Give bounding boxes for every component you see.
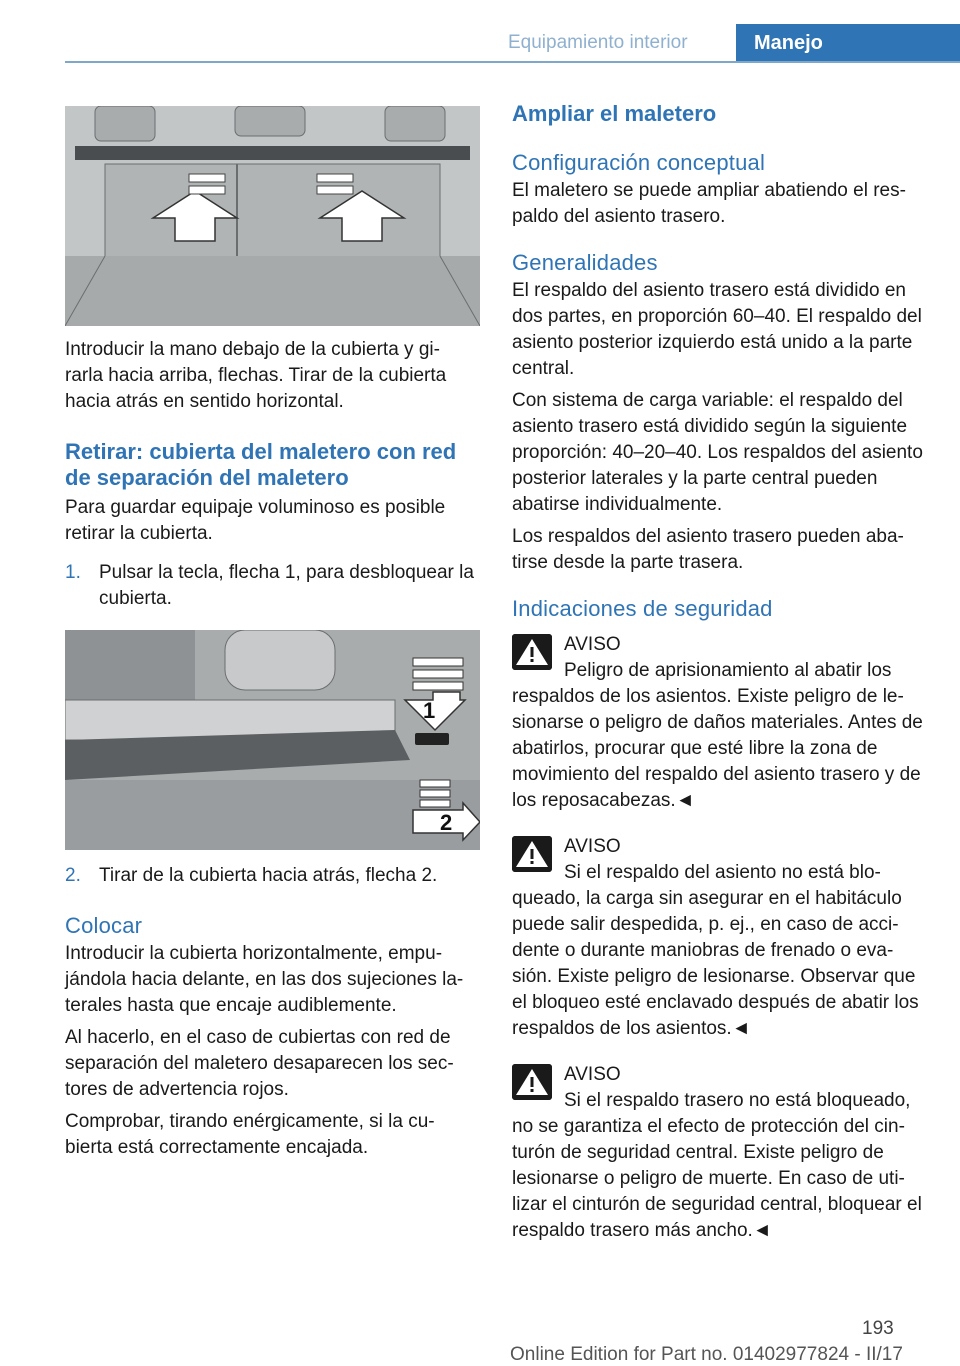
- cargo-cover-raise-illustration: [65, 106, 480, 326]
- step-1: [65, 560, 481, 612]
- place-paragraph-2: Al hacerlo, en el caso de cubiertas con red de separación del maletero desaparecen los sec‐ tores de advertencia rojos.: [65, 1027, 454, 1100]
- cargo-cover-release-illustration: [65, 630, 480, 850]
- warning-1-first-line: Peligro de aprisionamiento al abatir los: [564, 660, 892, 681]
- heading-expand-trunk: Ampliar el maletero: [512, 101, 717, 126]
- warning-block-3: [512, 1062, 926, 1244]
- place-paragraph-1: Introducir la cubierta horizontalmente, empu‐ jándola hacia delante, en las dos sujeciones la‐ terales hasta que encaje audiblemente.: [65, 943, 464, 1016]
- general-paragraph-1: El respaldo del asiento trasero está dividido en dos partes, en proporción 60–40. El respaldo del asiento posterior izquierdo está unido a la parte central.: [512, 280, 922, 379]
- page-number: 193: [862, 1318, 894, 1339]
- step-2-text: Tirar de la cubierta hacia atrás, flecha 2.: [99, 865, 438, 886]
- heading-safety: Indicaciones de seguridad: [512, 596, 773, 621]
- left-column: [65, 106, 481, 1161]
- right-column: [512, 100, 926, 1244]
- place-paragraph-3: Comprobar, tirando enérgicamente, si la cu‐ bierta está correctamente encajada.: [65, 1111, 435, 1158]
- header-chapter-tab: Manejo: [736, 24, 960, 63]
- warning-2-title: AVISO: [564, 836, 621, 857]
- step-2: [65, 863, 481, 889]
- figure1-caption: Introducir la mano debajo de la cubierta y gi‐ rarla hacia arriba, flechas. Tirar de la cubierta hacia atrás en sentido horizontal.: [65, 339, 447, 412]
- header-section-title: Equipamiento interior: [508, 32, 688, 53]
- step-1-number: 1.: [65, 562, 81, 583]
- heading-remove-cover: Retirar: cubierta del maletero con red de separación del maletero: [65, 439, 457, 490]
- warning-triangle-icon: [512, 1064, 552, 1100]
- warning-3-title: AVISO: [564, 1064, 621, 1085]
- warning-1-text: respaldos de los asientos. Existe peligro de le‐ sionarse o peligro de daños materiales. Antes de abatirlos, procurar que esté libre la zona de movimiento del respaldo del asiento trasero y de los reposacabezas.◄: [512, 686, 923, 811]
- general-paragraph-2: Con sistema de carga variable: el respaldo del asiento trasero está dividido según la siguiente proporción: 40–20–40. Los respaldos del asiento posterior laterales y la parte central pueden abatirse individualmente.: [512, 390, 923, 515]
- figure2-label-1: 1: [423, 698, 436, 723]
- concept-paragraph: El maletero se puede ampliar abatiendo el res‐ paldo del asiento trasero.: [512, 180, 906, 227]
- figure-cargo-cover-release: [65, 630, 480, 850]
- header-rule: [65, 61, 960, 63]
- page-header: [0, 24, 960, 62]
- warning-2-text: queado, la carga sin asegurar en el habitáculo puede salir despedida, p. ej., en caso de acci‐ dente o durante maniobras de frenado o eva‐ sión. Existe peligro de lesionarse. Observar que el bloqueo esté enclavado después de abatir los respaldos de los asientos.◄: [512, 888, 919, 1039]
- warning-block-2: [512, 834, 926, 1042]
- warning-triangle-icon: [512, 836, 552, 872]
- heading-concept: Configuración conceptual: [512, 150, 766, 175]
- warning-2-first-line: Si el respaldo del asiento no está blo‐: [564, 862, 881, 883]
- step-1-text: Pulsar la tecla, flecha 1, para desbloquear la cubierta.: [99, 562, 474, 609]
- warning-block-1: [512, 632, 926, 814]
- step-2-number: 2.: [65, 865, 81, 886]
- warning-1-title: AVISO: [564, 634, 621, 655]
- general-paragraph-3: Los respaldos del asiento trasero pueden aba‐ tirse desde la parte trasera.: [512, 526, 904, 573]
- heading-place-cover: Colocar: [65, 913, 143, 938]
- footer-edition: Online Edition for Part no. 01402977824 - II/17: [510, 1344, 903, 1365]
- heading-general: Generalidades: [512, 250, 658, 275]
- figure-cargo-cover-raise: [65, 106, 480, 326]
- warning-triangle-icon: [512, 634, 552, 670]
- figure2-label-2: 2: [440, 810, 453, 835]
- remove-intro-text: Para guardar equipaje voluminoso es posible retirar la cubierta.: [65, 497, 446, 544]
- warning-3-first-line: Si el respaldo trasero no está bloqueado,: [564, 1090, 911, 1111]
- warning-3-text: no se garantiza el efecto de protección del cin‐ turón de seguridad central. Existe peligro de lesionarse o peligro de muerte. En caso de uti‐ lizar el cinturón de seguridad central, bloquear el respaldo trasero más ancho.◄: [512, 1116, 922, 1241]
